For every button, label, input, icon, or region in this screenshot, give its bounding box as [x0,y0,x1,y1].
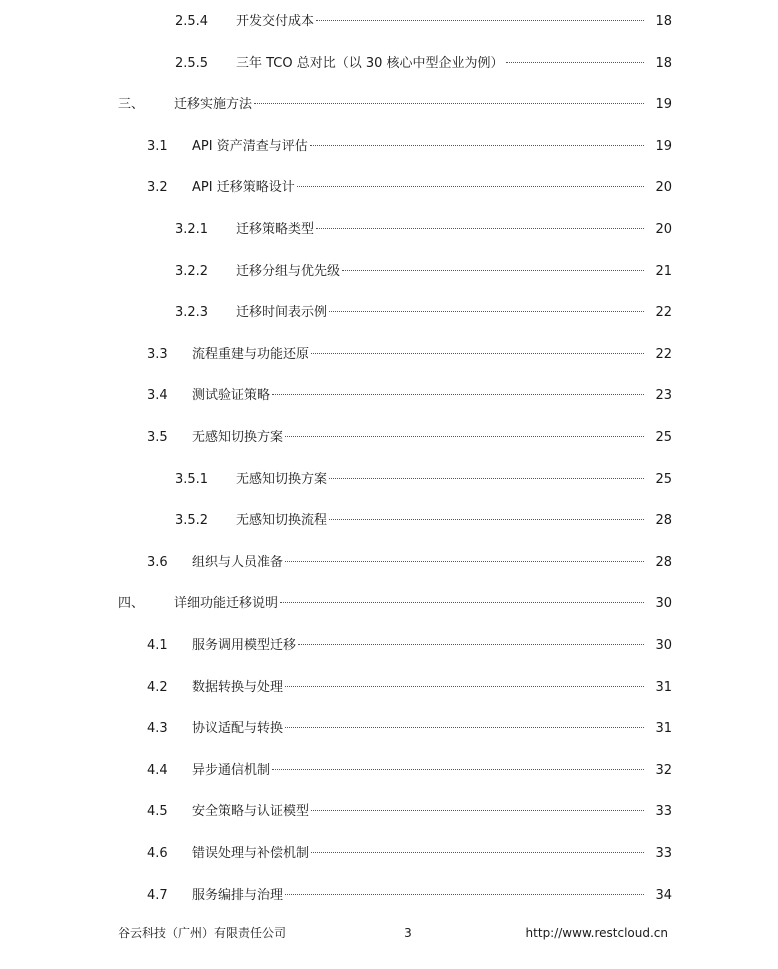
toc-entry-title-line [192,385,656,407]
toc-dot-leader [311,810,654,811]
toc-entry-title[interactable]: 流程重建与功能还原 [192,344,309,366]
toc-entry-title[interactable]: 组织与人员准备 [192,552,283,574]
toc-entry-page: 20 [644,219,672,241]
page-footer [0,922,778,944]
toc-entry-number: 3.3 [147,347,168,362]
toc-entry-number: 3.5 [147,430,168,445]
toc-entry[interactable] [0,760,778,782]
toc-entry-number: 3.5.1 [175,472,209,487]
toc-entry-title[interactable]: 服务调用模型迁移 [192,635,296,657]
toc-dot-leader [272,769,654,770]
toc-entry-page: 28 [644,510,672,532]
toc-entry-page: 18 [644,53,672,75]
toc-entry-title-line [192,635,656,657]
toc-dot-leader [298,644,654,645]
toc-entry-page: 20 [644,177,672,199]
toc-entry-title-line [236,510,656,532]
toc-entry-page: 31 [644,677,672,699]
toc-entry-title-line [236,261,656,283]
toc-entry-title[interactable]: 数据转换与处理 [192,677,283,699]
toc-dot-leader [285,436,654,437]
toc-entry[interactable] [0,302,778,324]
toc-entry-title-line [192,177,656,199]
toc-entry-title-line [236,53,656,75]
toc-entry-title[interactable]: 迁移分组与优先级 [236,261,340,283]
toc-entry-title-line [236,219,656,241]
toc-entry-number: 4.1 [147,638,168,653]
toc-entry-title[interactable]: 开发交付成本 [236,11,314,33]
toc-entry[interactable] [0,801,778,823]
toc-entry-title-line [192,718,656,740]
toc-entry[interactable] [0,552,778,574]
toc-entry[interactable] [0,635,778,657]
toc-dot-leader [316,20,654,21]
toc-dot-leader [506,62,654,63]
toc-dot-leader [285,686,654,687]
toc-entry-number: 2.5.5 [175,56,209,71]
toc-dot-leader [329,478,654,479]
toc-entry-page: 22 [644,344,672,366]
toc-entry[interactable] [0,344,778,366]
toc-entry[interactable] [0,53,778,75]
toc-entry-title[interactable]: 协议适配与转换 [192,718,283,740]
toc-entry-title-line [192,843,656,865]
footer-page-number: 3 [404,926,412,940]
toc-entry-number: 4.6 [147,846,168,861]
toc-entry-page: 30 [644,593,672,615]
toc-entry-title[interactable]: 服务编排与治理 [192,885,283,907]
toc-entry[interactable] [0,593,778,615]
toc-entry-title-line [192,885,656,907]
toc-entry-title[interactable]: 无感知切换流程 [236,510,327,532]
toc-entry-number: 四、 [118,596,145,611]
toc-entry[interactable] [0,219,778,241]
toc-entry-title-line [236,469,656,491]
toc-entry-number: 4.5 [147,804,168,819]
toc-entry-number: 三、 [118,97,145,112]
toc-entry[interactable] [0,261,778,283]
toc-entry-title[interactable]: 错误处理与补偿机制 [192,843,309,865]
toc-entry-title[interactable]: 详细功能迁移说明 [174,593,278,615]
toc-entry-title-line [192,760,656,782]
toc-entry-title[interactable]: 无感知切换方案 [192,427,283,449]
toc-entry-number: 3.2.2 [175,264,209,279]
toc-entry-title-line [192,801,656,823]
toc-entry-page: 34 [644,885,672,907]
toc-entry-number: 3.2.3 [175,305,209,320]
toc-entry[interactable] [0,718,778,740]
toc-entry[interactable] [0,843,778,865]
toc-dot-leader [285,894,654,895]
toc-entry-title[interactable]: 迁移时间表示例 [236,302,327,324]
toc-entry-page: 25 [644,469,672,491]
toc-dot-leader [272,394,654,395]
toc-entry-page: 19 [644,136,672,158]
toc-entry-title-line [174,593,656,615]
toc-entry-title[interactable]: 迁移实施方法 [174,94,252,116]
toc-entry-title[interactable]: API 资产清查与评估 [192,136,308,158]
toc-dot-leader [280,602,654,603]
toc-entry-number: 3.6 [147,555,168,570]
toc-entry-number: 3.1 [147,139,168,154]
toc-entry-page: 28 [644,552,672,574]
toc-entry[interactable] [0,136,778,158]
toc-entry-page: 33 [644,843,672,865]
toc-entry-number: 4.2 [147,680,168,695]
toc-entry-title-line [192,552,656,574]
toc-entry[interactable] [0,177,778,199]
toc-entry-title[interactable]: 安全策略与认证模型 [192,801,309,823]
toc-entry[interactable] [0,510,778,532]
toc-entry-number: 3.4 [147,388,168,403]
toc-entry-title[interactable]: 无感知切换方案 [236,469,327,491]
toc-dot-leader [310,145,654,146]
toc-entry-number: 2.5.4 [175,14,209,29]
toc-entry-page: 23 [644,385,672,407]
toc-entry[interactable] [0,11,778,33]
toc-entry-title[interactable]: 迁移策略类型 [236,219,314,241]
toc-entry-title[interactable]: 测试验证策略 [192,385,270,407]
toc-entry-title-line [192,344,656,366]
toc-entry[interactable] [0,677,778,699]
toc-entry[interactable] [0,385,778,407]
toc-dot-leader [342,270,654,271]
toc-entry[interactable] [0,885,778,907]
toc-entry-title-line [236,302,656,324]
toc-entry-page: 25 [644,427,672,449]
toc-entry-page: 18 [644,11,672,33]
toc-entry[interactable] [0,427,778,449]
toc-entry-title-line [192,677,656,699]
toc-entry-number: 3.5.2 [175,513,209,528]
toc-entry-page: 19 [644,94,672,116]
toc-entry[interactable] [0,94,778,116]
toc-entry-title[interactable]: 异步通信机制 [192,760,270,782]
toc-dot-leader [254,103,654,104]
toc-entry-number: 3.2 [147,180,168,195]
toc-dot-leader [297,186,654,187]
footer-company: 谷云科技（广州）有限责任公司 [118,926,287,940]
toc-dot-leader [285,727,654,728]
toc-entry-page: 30 [644,635,672,657]
toc-dot-leader [316,228,654,229]
footer-website[interactable]: http://www.restcloud.cn [525,926,668,940]
toc-dot-leader [285,561,654,562]
toc-entry-title[interactable]: 三年 TCO 总对比（以 30 核心中型企业为例） [236,53,504,75]
toc-entry-page: 21 [644,261,672,283]
toc-dot-leader [311,353,654,354]
toc-entry[interactable] [0,469,778,491]
toc-entry-title-line [192,427,656,449]
toc-dot-leader [329,519,654,520]
toc-entry-number: 4.3 [147,721,168,736]
toc-entry-title-line [192,136,656,158]
toc-entry-number: 4.4 [147,763,168,778]
toc-dot-leader [329,311,654,312]
toc-entry-page: 33 [644,801,672,823]
toc-entry-title-line [174,94,656,116]
toc-entry-page: 22 [644,302,672,324]
toc-dot-leader [311,852,654,853]
toc-entry-number: 3.2.1 [175,222,209,237]
toc-entry-page: 32 [644,760,672,782]
toc-entry-page: 31 [644,718,672,740]
toc-entry-number: 4.7 [147,888,168,903]
toc-entry-title-line [236,11,656,33]
toc-entry-title[interactable]: API 迁移策略设计 [192,177,295,199]
